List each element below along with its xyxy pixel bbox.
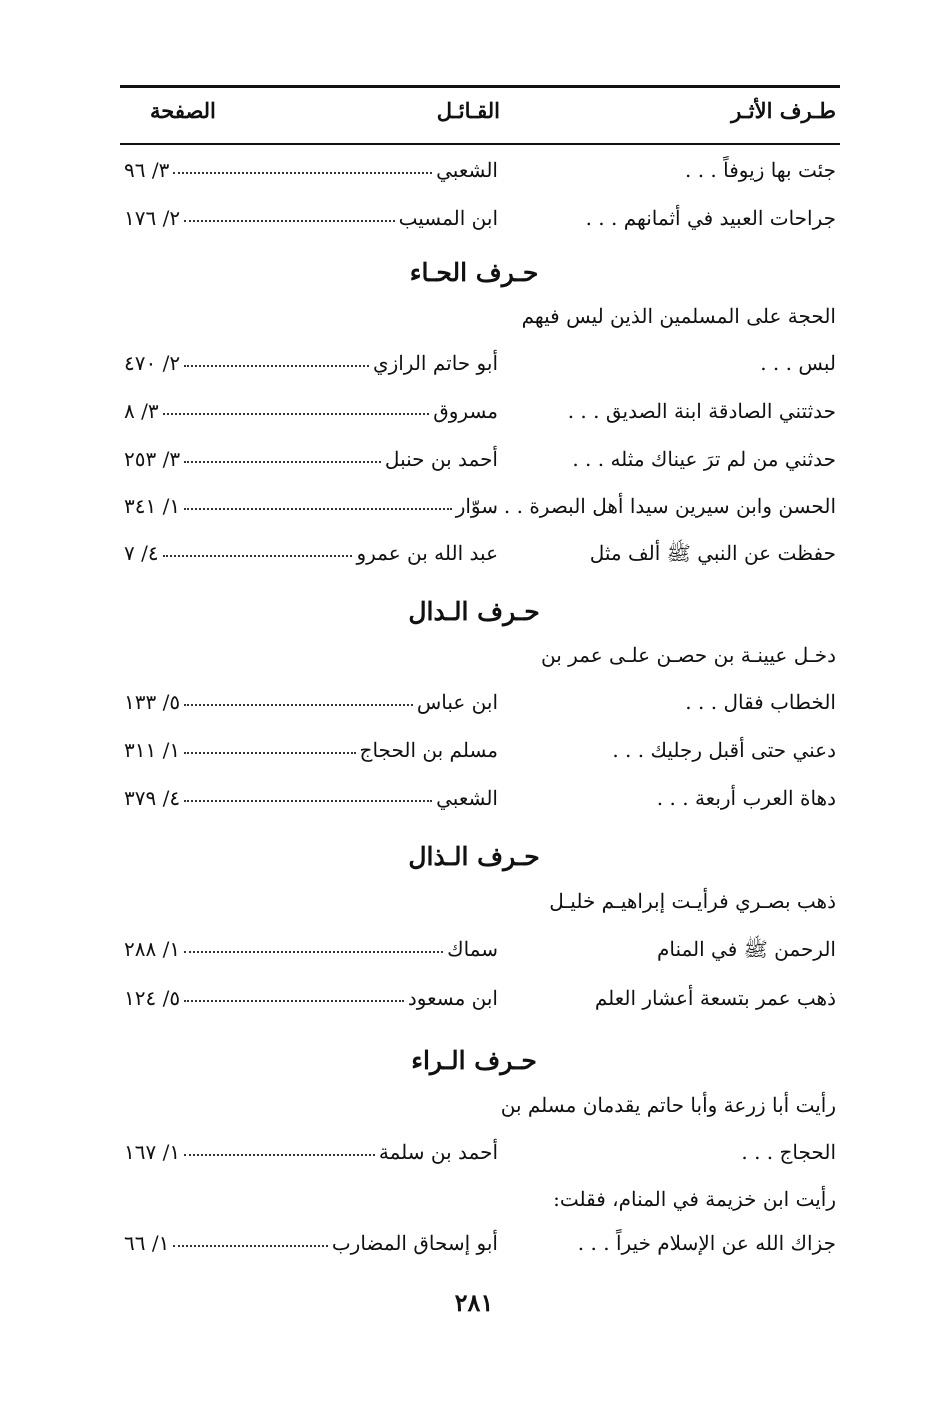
entry-speaker: أحمد بن سلمة [378, 1140, 498, 1164]
entry-speaker: أبو إسحاق المضارب [331, 1231, 498, 1255]
entry-text: دعني حتى أقبل رجليك . . . [612, 738, 836, 762]
entry-text: الحجاج . . . [741, 1140, 836, 1164]
entry-text: حدثتني الصادقة ابنة الصديق . . . [567, 399, 836, 423]
entry-page-ref: ١/ ٣١١ [124, 738, 181, 762]
section-heading: حـرف الـذال [408, 842, 540, 871]
index-entry-line [120, 200, 836, 240]
entry-speaker: مسروق [433, 399, 498, 423]
index-entry-line [120, 637, 836, 677]
entry-speaker: عبد الله بن عمرو [356, 541, 498, 565]
entry-speaker: ابن عباس [416, 690, 498, 714]
entry-speaker: أحمد بن حنبل [384, 447, 498, 471]
entry-page-ref: ٢/ ١٧٦ [124, 206, 181, 230]
index-entry-line [120, 883, 836, 923]
entry-speaker: ابن المسيب [398, 206, 498, 230]
entry-text: الحسن وابن سيرين سيدا أهل البصرة . . . [491, 494, 836, 518]
entry-speaker: أبو حاتم الرازي [372, 351, 498, 375]
section-heading: حـرف الحـاء [409, 258, 539, 287]
entry-text: جئت بها زيوفاً . . . [685, 158, 836, 182]
header-speaker-column: القـائـل [436, 98, 500, 123]
dot-leader [184, 704, 413, 706]
entry-text: الرحمن ﷺ في المنام [656, 937, 836, 961]
entry-page-ref: ١/ ٦٦ [124, 1231, 170, 1255]
dot-leader [184, 951, 443, 953]
page-number: ٢٨١ [454, 1288, 494, 1317]
entry-text: دخـل عيينـة بن حصـن علـى عمر بن [540, 643, 836, 667]
index-entry-line [120, 980, 836, 1020]
index-entry-line [120, 1225, 836, 1265]
entry-text: حدثني من لم ترَ عيناك مثله . . . [572, 447, 836, 471]
entry-speaker: سوّار [455, 494, 498, 518]
entry-page-ref: ١/ ٢٨٨ [124, 937, 181, 961]
header-text-column: طـرف الأثـر [731, 98, 836, 123]
dot-leader [184, 220, 394, 222]
entry-page-ref: ٤/ ٧ [124, 541, 159, 565]
index-entry-line [120, 931, 836, 971]
entry-speaker: ابن مسعود [407, 986, 498, 1010]
index-entry-line [120, 441, 836, 481]
index-entry-line [120, 1134, 836, 1174]
index-entry-line [120, 393, 836, 433]
index-entry-line [120, 298, 836, 338]
index-entry-line [120, 1181, 836, 1221]
entry-page-ref: ٢/ ٤٧٠ [124, 351, 181, 375]
index-entry-line [120, 780, 836, 820]
entry-text: الحجة على المسلمين الذين ليس فيهم [521, 304, 836, 328]
entry-text: الخطاب فقال . . . [685, 690, 836, 714]
entry-speaker: الشعبي [436, 786, 498, 810]
entry-text: ذهب عمر بتسعة أعشار العلم [594, 986, 836, 1010]
index-entry-line [120, 535, 836, 575]
entry-text: دهاة العرب أربعة . . . [656, 786, 836, 810]
entry-text: رأيت أبا زرعة وأبا حاتم يقدمان مسلم بن [500, 1093, 836, 1117]
dot-leader [163, 413, 430, 415]
dot-leader [173, 172, 432, 174]
index-entry-line [120, 1087, 836, 1127]
index-entry-line [120, 684, 836, 724]
entry-text: رأيت ابن خزيمة في المنام، فقلت: [553, 1187, 836, 1211]
entry-speaker: سماك [447, 937, 498, 961]
top-rule [120, 85, 840, 88]
section-heading: حـرف الـراء [411, 1046, 537, 1075]
entry-page-ref: ٣/ ٨ [124, 399, 159, 423]
entry-page-ref: ٥/ ١٢٤ [124, 986, 181, 1010]
dot-leader [184, 1000, 404, 1002]
entry-text: لبس . . . [760, 351, 836, 375]
entry-text: جزاك الله عن الإسلام خيراً . . . [577, 1231, 836, 1255]
dot-leader [184, 461, 381, 463]
entry-page-ref: ٤/ ٣٧٩ [124, 786, 181, 810]
dot-leader [173, 1245, 328, 1247]
dot-leader [184, 508, 452, 510]
index-entry-line [120, 488, 836, 528]
header-rule [120, 143, 840, 145]
index-entry-line [120, 152, 836, 192]
dot-leader [184, 800, 432, 802]
section-heading: حـرف الـدال [408, 597, 540, 626]
entry-text: حفظت عن النبي ﷺ ألف مثل [589, 541, 836, 565]
index-entry-line [120, 732, 836, 772]
entry-speaker: مسلم بن الحجاج [359, 738, 498, 762]
entry-text: ذهب بصـري فرأيـت إبراهيـم خليـل [549, 889, 836, 913]
dot-leader [163, 555, 353, 557]
entry-page-ref: ١/ ٣٤١ [124, 494, 181, 518]
index-entry-line [120, 345, 836, 385]
entry-page-ref: ٥/ ١٣٣ [124, 690, 181, 714]
header-page-column: الصفحة [150, 98, 216, 123]
entry-speaker: الشعبي [436, 158, 498, 182]
entry-page-ref: ١/ ١٦٧ [124, 1140, 181, 1164]
dot-leader [184, 752, 355, 754]
dot-leader [184, 1154, 375, 1156]
entry-page-ref: ٣/ ٢٥٣ [124, 447, 181, 471]
dot-leader [184, 365, 369, 367]
entry-page-ref: ٣/ ٩٦ [124, 158, 170, 182]
entry-text: جراحات العبيد في أثمانهم . . . [585, 206, 836, 230]
